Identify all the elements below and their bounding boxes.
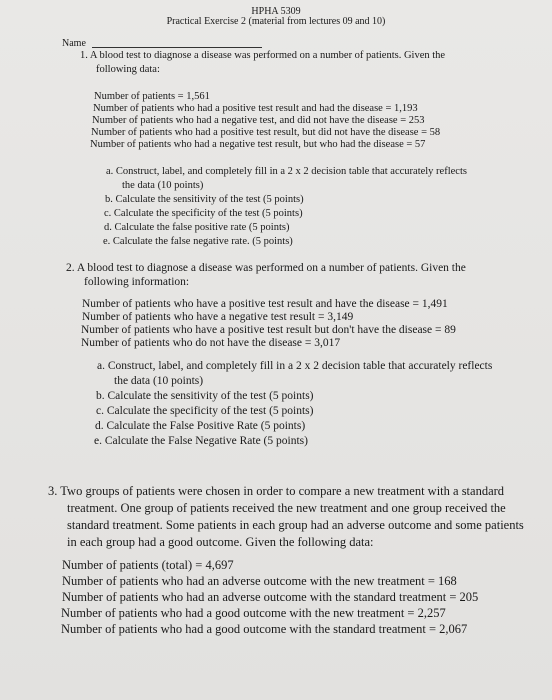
q2-data-line: Number of patients who have a negative test result = 3,149 — [82, 311, 354, 323]
q2-intro-line-1: 2. A blood test to diagnose a disease was performed on a number of patients. Given the — [66, 262, 466, 274]
q2-data-line: Number of patients who do not have the disease = 3,017 — [81, 337, 341, 349]
q1-data-line: Number of patients who had a negative test, and did not have the disease = 253 — [92, 115, 425, 126]
q3-intro-line: standard treatment. Some patients in each group had an adverse outcome and some patients — [67, 518, 524, 532]
name-field — [62, 38, 262, 49]
q2-intro-line-2: following information: — [84, 276, 190, 288]
q1-task-line: the data (10 points) — [122, 180, 204, 191]
q1-data-line: Number of patients = 1,561 — [94, 91, 210, 102]
q2-task-line: e. Calculate the False Negative Rate (5 points) — [94, 435, 308, 447]
q1-task-line: b. Calculate the sensitivity of the test (5 points) — [105, 194, 304, 205]
q2-data-line: Number of patients who have a positive test result but don't have the disease = 89 — [81, 324, 456, 336]
q2-task-line: c. Calculate the specificity of the test (5 points) — [96, 405, 314, 417]
name-label: Name — [62, 38, 86, 49]
q1-task-line: d. Calculate the false positive rate (5 points) — [104, 222, 290, 233]
q2-task-line: the data (10 points) — [114, 375, 204, 387]
q3-data-line: Number of patients who had a good outcome with the new treatment = 2,257 — [61, 606, 446, 620]
name-blank-line — [92, 47, 262, 48]
q1-intro-line-2: following data: — [96, 64, 160, 75]
q3-data-line: Number of patients who had an adverse outcome with the new treatment = 168 — [62, 574, 457, 588]
q2-data-line: Number of patients who have a positive test result and have the disease = 1,491 — [82, 298, 448, 310]
q1-task-line: e. Calculate the false negative rate. (5 points) — [103, 236, 293, 247]
q3-data-line: Number of patients (total) = 4,697 — [62, 558, 234, 572]
q3-intro-line: treatment. One group of patients received the new treatment and one group received the — [67, 501, 506, 515]
exercise-title: Practical Exercise 2 (material from lectures 09 and 10) — [166, 16, 386, 27]
q3-intro-line: in each group had a good outcome. Given the following data: — [67, 535, 374, 549]
q3-intro-line: 3. Two groups of patients were chosen in order to compare a new treatment with a standard — [48, 484, 505, 498]
q1-data-line: Number of patients who had a positive test result and had the disease = 1,193 — [93, 103, 418, 114]
course-code: HPHA 5309 — [251, 6, 301, 17]
q2-task-line: a. Construct, label, and completely fill in a 2 x 2 decision table that accurately reflects — [97, 360, 493, 372]
q1-data-line: Number of patients who had a positive test result, but did not have the disease = 58 — [91, 127, 441, 138]
q1-task-line: a. Construct, label, and completely fill in a 2 x 2 decision table that accurately reflects — [106, 166, 467, 177]
q1-data-line: Number of patients who had a negative test result, but who had the disease = 57 — [90, 139, 426, 150]
q1-intro-line-1: 1. A blood test to diagnose a disease was performed on a number of patients. Given the — [80, 50, 446, 61]
q3-data-line: Number of patients who had a good outcome with the standard treatment = 2,067 — [61, 622, 468, 636]
q3-data-line: Number of patients who had an adverse outcome with the standard treatment = 205 — [62, 590, 479, 604]
q2-task-line: b. Calculate the sensitivity of the test (5 points) — [96, 390, 314, 402]
q1-task-line: c. Calculate the specificity of the test (5 points) — [104, 208, 303, 219]
q2-task-line: d. Calculate the False Positive Rate (5 points) — [95, 420, 306, 432]
